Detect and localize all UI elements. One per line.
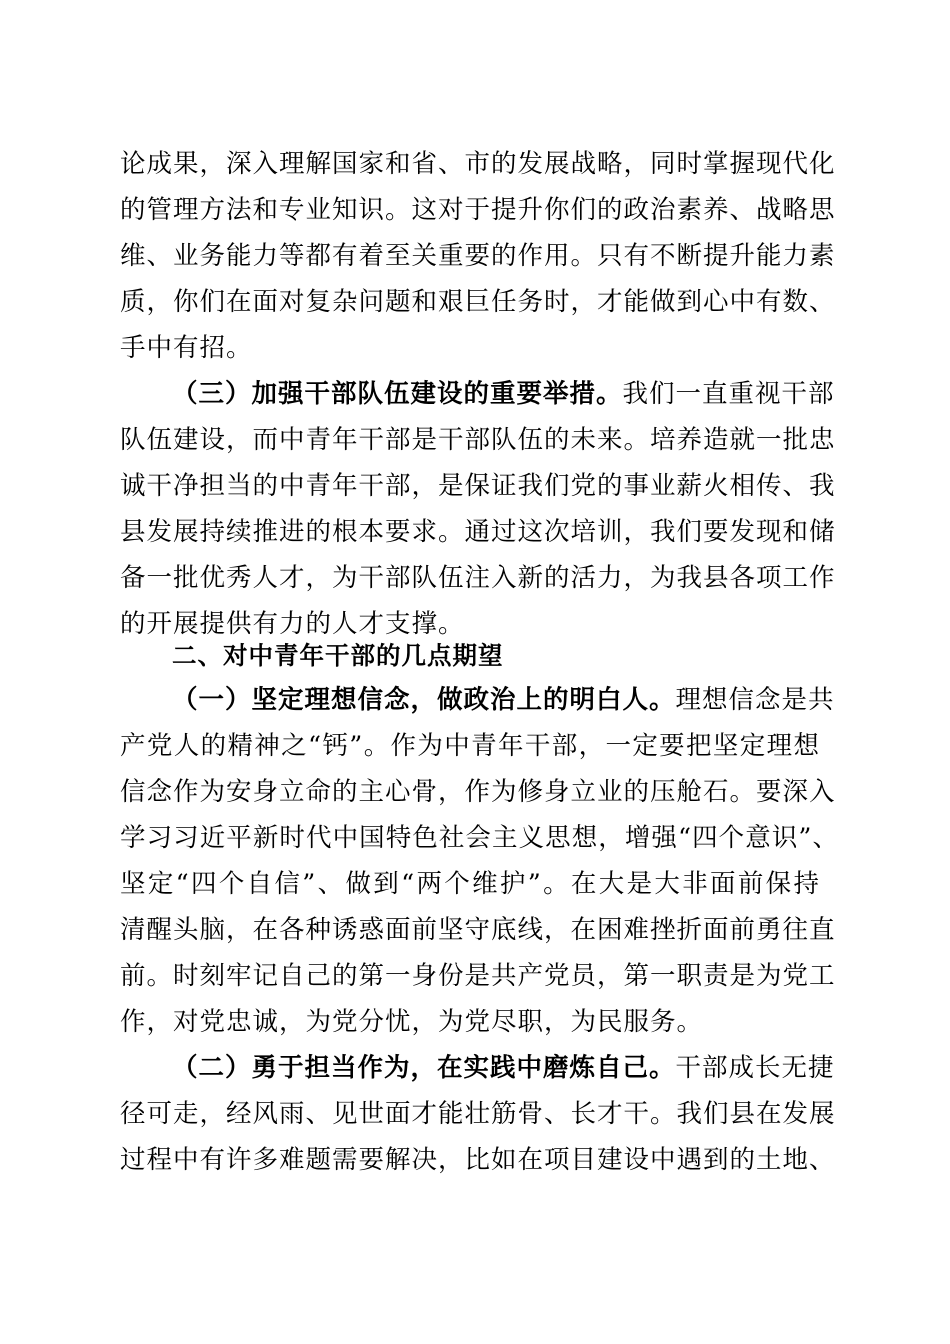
paragraph-line: 诚干净担当的中青年干部，是保证我们党的事业薪火相传、我 (120, 471, 836, 501)
subsection-title: （二）勇于担当作为，在实践中磨炼自己。 (172, 1053, 676, 1083)
paragraph-line: 前。时刻牢记自己的第一身份是共产党员，第一职责是为党工 (120, 961, 836, 991)
paragraph-line: 备一批优秀人才，为干部队伍注入新的活力，为我县各项工作 (120, 563, 836, 593)
paragraph-line: 维、业务能力等都有着至关重要的作用。只有不断提升能力素 (120, 241, 836, 271)
paragraph-line: 的开展提供有力的人才支撑。 (120, 609, 465, 639)
paragraph-line: 坚定“四个自信”、做到“两个维护”。在大是大非面前保持 (120, 869, 820, 899)
paragraph-line: 县发展持续推进的根本要求。通过这次培训，我们要发现和储 (120, 517, 836, 547)
paragraph-line: 手中有招。 (120, 333, 253, 363)
paragraph-line: 质，你们在面对复杂问题和艰巨任务时，才能做到心中有数、 (120, 287, 836, 317)
subsection-title: （三）加强干部队伍建设的重要举措。 (172, 379, 623, 409)
paragraph-text: 理想信念是共 (675, 685, 835, 715)
paragraph-line: 产党人的精神之“钙”。作为中青年干部，一定要把坚定理想 (120, 731, 820, 761)
paragraph-first-line (172, 1046, 835, 1090)
paragraph-line: 的管理方法和专业知识。这对于提升你们的政治素养、战略思 (120, 195, 836, 225)
paragraph-line: 队伍建设，而中青年干部是干部队伍的未来。培养造就一批忠 (120, 425, 836, 455)
paragraph-line: 过程中有许多难题需要解决，比如在项目建设中遇到的土地、 (120, 1145, 836, 1175)
paragraph-text: 我们一直重视干部 (622, 379, 835, 409)
paragraph-text: 干部成长无捷 (675, 1053, 835, 1083)
section-heading: 二、对中青年干部的几点期望 (172, 641, 504, 670)
paragraph-line: 学习习近平新时代中国特色社会主义思想，增强“四个意识”、 (120, 823, 838, 853)
paragraph-line: 作，对党忠诚，为党分忧，为党尽职，为民服务。 (120, 1007, 704, 1037)
paragraph-first-line (172, 372, 835, 416)
paragraph-line: 论成果，深入理解国家和省、市的发展战略，同时掌握现代化 (120, 149, 836, 179)
paragraph-line: 径可走，经风雨、见世面才能壮筋骨、长才干。我们县在发展 (120, 1099, 836, 1129)
paragraph-first-line (172, 678, 835, 722)
paragraph-line: 清醒头脑，在各种诱惑面前坚守底线，在困难挫折面前勇往直 (120, 915, 836, 945)
paragraph-line: 信念作为安身立命的主心骨，作为修身立业的压舱石。要深入 (120, 777, 836, 807)
subsection-title: （一）坚定理想信念，做政治上的明白人。 (172, 685, 676, 715)
